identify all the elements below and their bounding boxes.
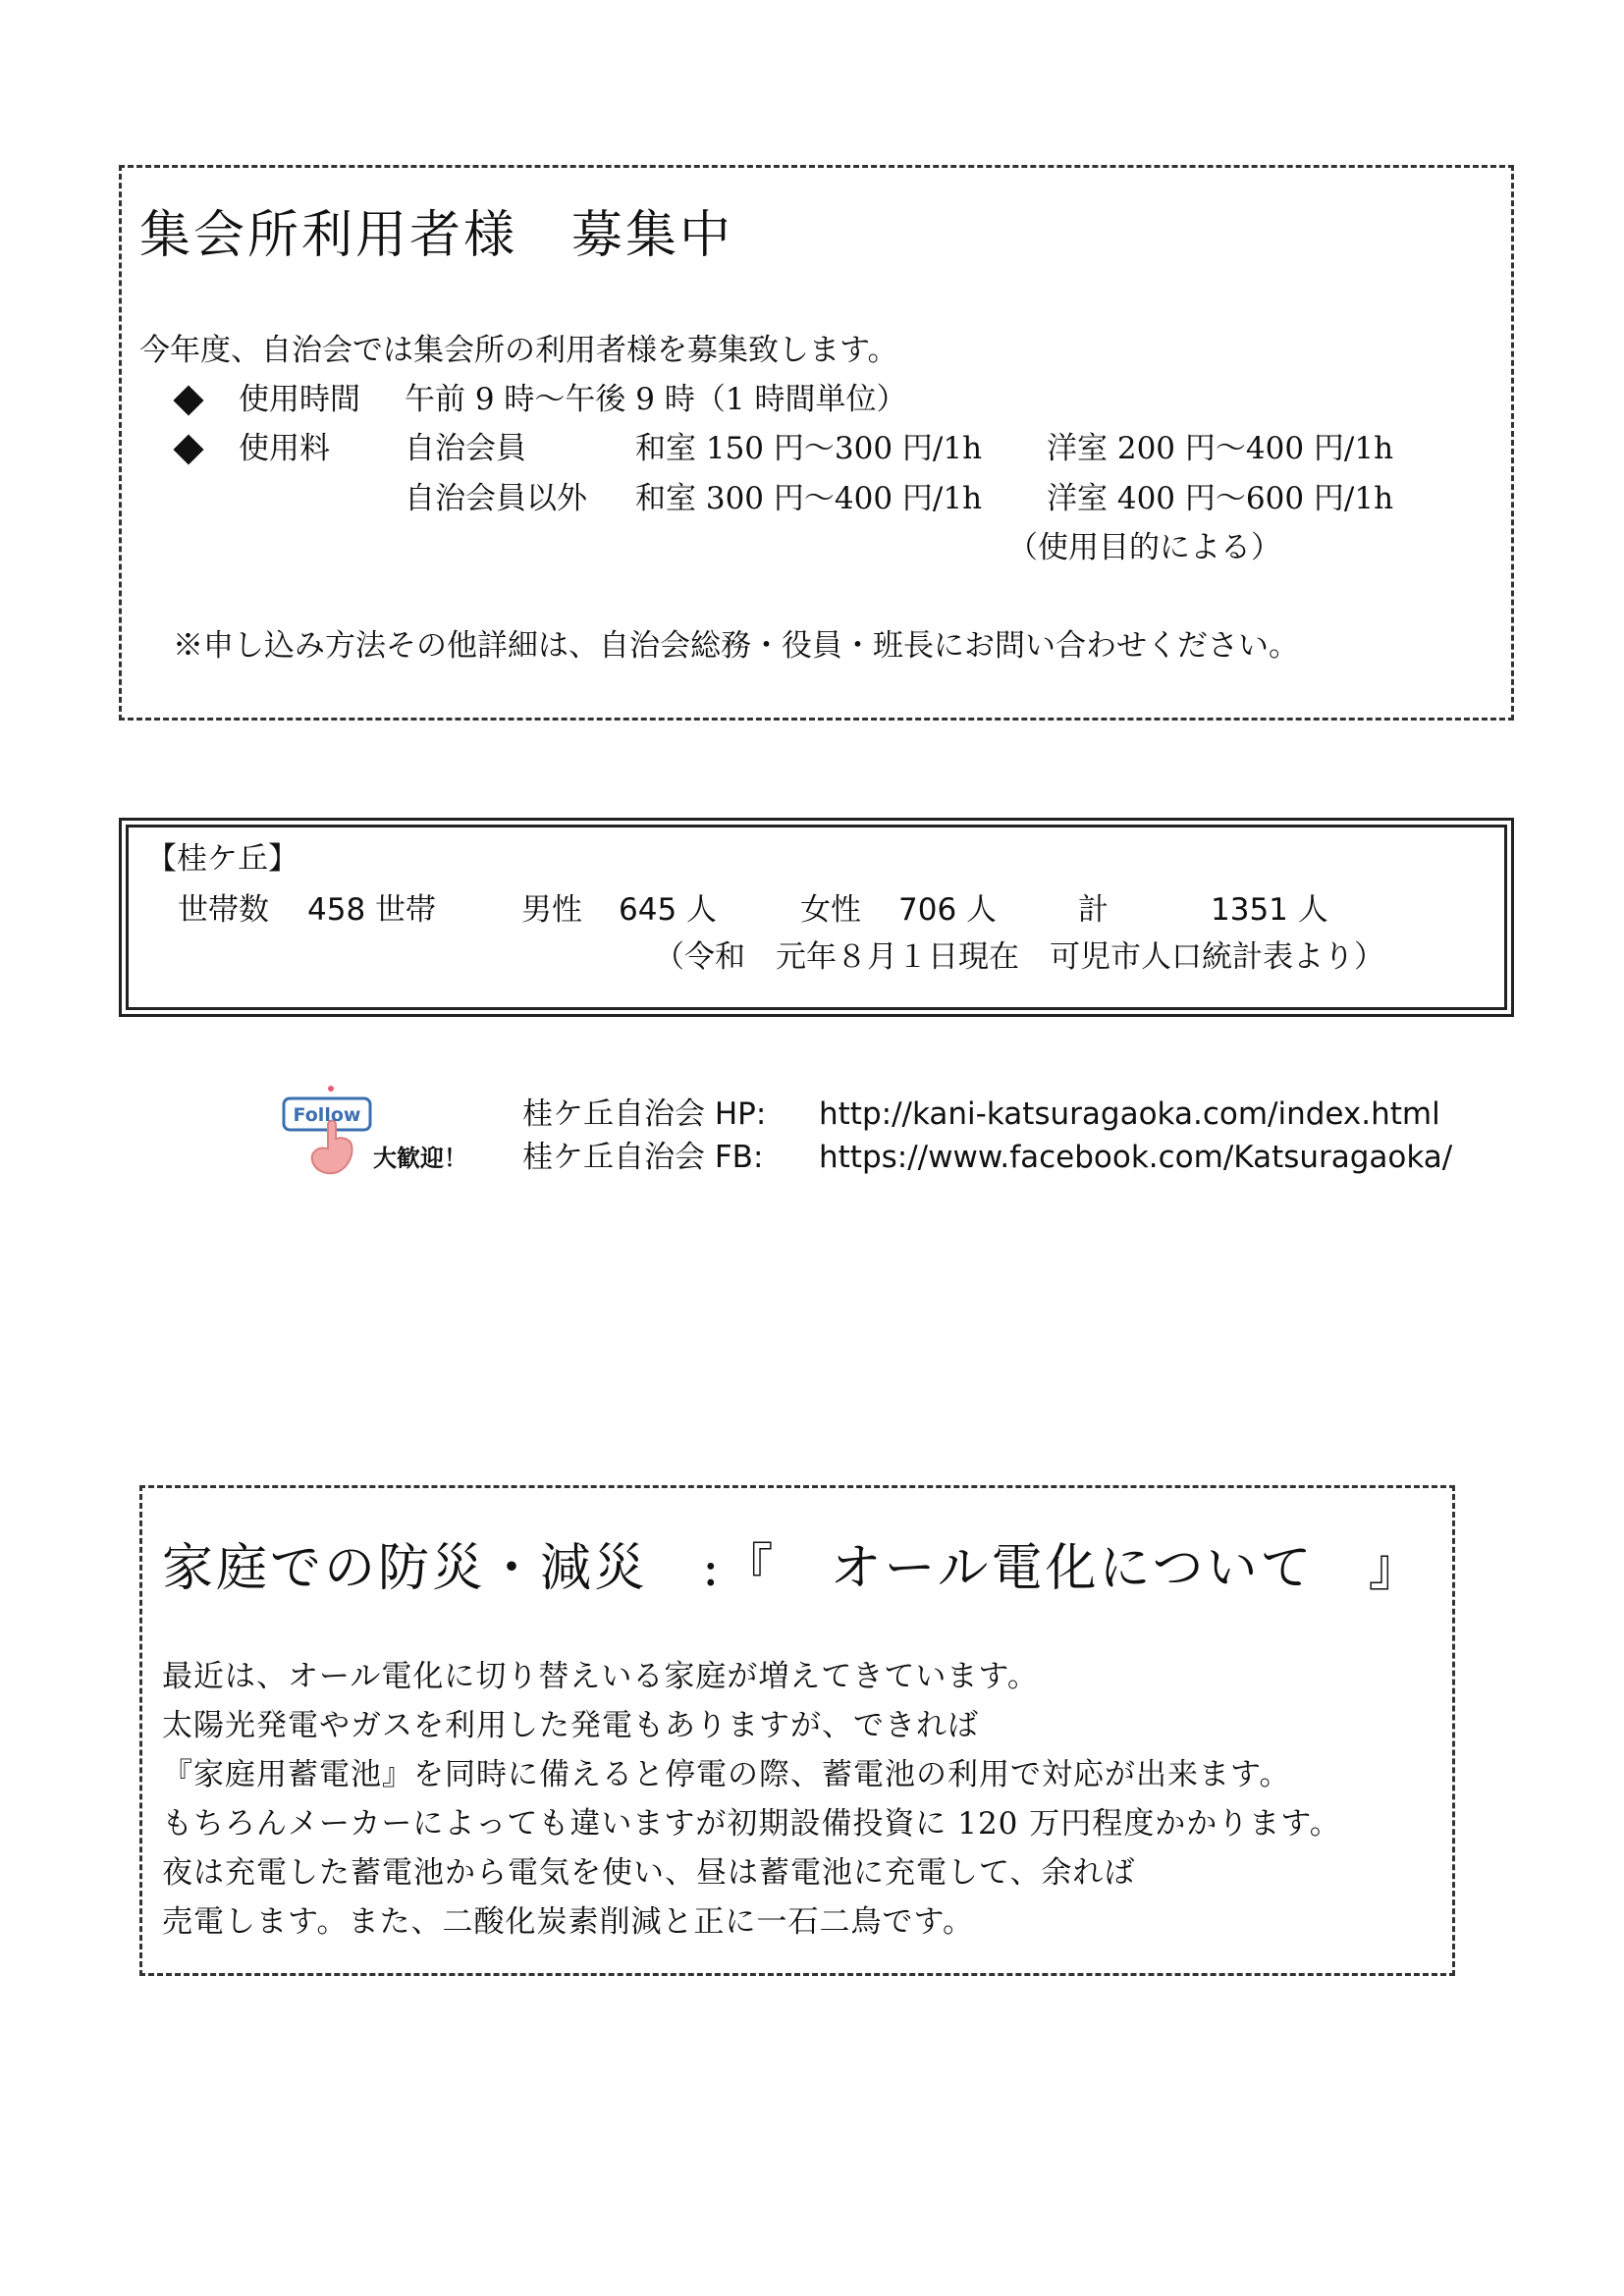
total-label: 計 xyxy=(1078,892,1109,928)
welcome-text: 大歓迎！ xyxy=(373,1145,467,1172)
hours-value: 午前 9 時～午後 9 時（1 時間単位） xyxy=(405,382,907,417)
nonmembers-youshitsu-fee: 洋室 400 円～600 円/1h xyxy=(1047,481,1394,516)
bousai-line: 太陽光発電やガスを利用した発電もありますが、できれば xyxy=(162,1708,979,1743)
households-label: 世帯数 xyxy=(178,892,269,928)
bousai-line: もちろんメーカーによっても違いますが初期設備投資に 120 万円程度かかります。 xyxy=(162,1806,1341,1842)
purpose-note: （使用目的による） xyxy=(1007,530,1281,565)
male-value: 645 人 xyxy=(619,892,718,928)
recruit-title: 集会所利用者様 募集中 xyxy=(139,206,734,265)
bousai-line: 売電します。また、二酸化炭素削減と正に一石二鳥です。 xyxy=(162,1904,975,1940)
female-value: 706 人 xyxy=(898,892,998,928)
male-label: 男性 xyxy=(521,892,582,928)
fee-label: 使用料 xyxy=(239,431,330,466)
members-youshitsu-fee: 洋室 200 円～400 円/1h xyxy=(1047,431,1394,466)
hp-link[interactable]: http://kani-katsuragaoka.com/index.html xyxy=(819,1096,1440,1132)
fb-link[interactable]: https://www.facebook.com/Katsuragaoka/ xyxy=(819,1140,1453,1175)
follow-badge xyxy=(281,1082,377,1178)
stats-area: 【桂ケ丘】 xyxy=(146,841,298,877)
bousai-line: 夜は充電した蓄電池から電気を使い、昼は蓄電池に充電して、余れば xyxy=(162,1855,1136,1891)
hours-label: 使用時間 xyxy=(239,382,360,417)
bousai-line: 最近は、オール電化に切り替えいる家庭が増えてきています。 xyxy=(162,1659,1039,1694)
nonmembers-washitsu-fee: 和室 300 円～400 円/1h xyxy=(635,481,983,516)
follow-hand-icon xyxy=(281,1082,377,1178)
bousai-line: 『家庭用蓄電池』を同時に備えると停電の際、蓄電池の利用で対応が出来ます。 xyxy=(162,1757,1291,1792)
nonmembers-label: 自治会員以外 xyxy=(405,481,587,516)
stats-source: （令和 元年８月１日現在 可児市人口統計表より） xyxy=(654,939,1384,975)
members-label: 自治会員 xyxy=(405,431,526,466)
recruit-intro: 今年度、自治会では集会所の利用者様を募集致します。 xyxy=(139,333,898,368)
members-washitsu-fee: 和室 150 円～300 円/1h xyxy=(635,431,983,466)
hp-label: 桂ケ丘自治会 HP: xyxy=(522,1096,767,1132)
female-label: 女性 xyxy=(800,892,861,928)
households-value: 458 世帯 xyxy=(307,892,437,928)
fb-label: 桂ケ丘自治会 FB: xyxy=(522,1140,764,1175)
bousai-title: 家庭での防災・減災 :『 オール電化について 』 xyxy=(162,1539,1423,1598)
follow-badge-label: Follow xyxy=(293,1104,361,1126)
contact-note: ※申し込み方法その他詳細は、自治会総務・役員・班長にお問い合わせください。 xyxy=(173,628,1299,664)
total-value: 1351 人 xyxy=(1211,892,1328,928)
